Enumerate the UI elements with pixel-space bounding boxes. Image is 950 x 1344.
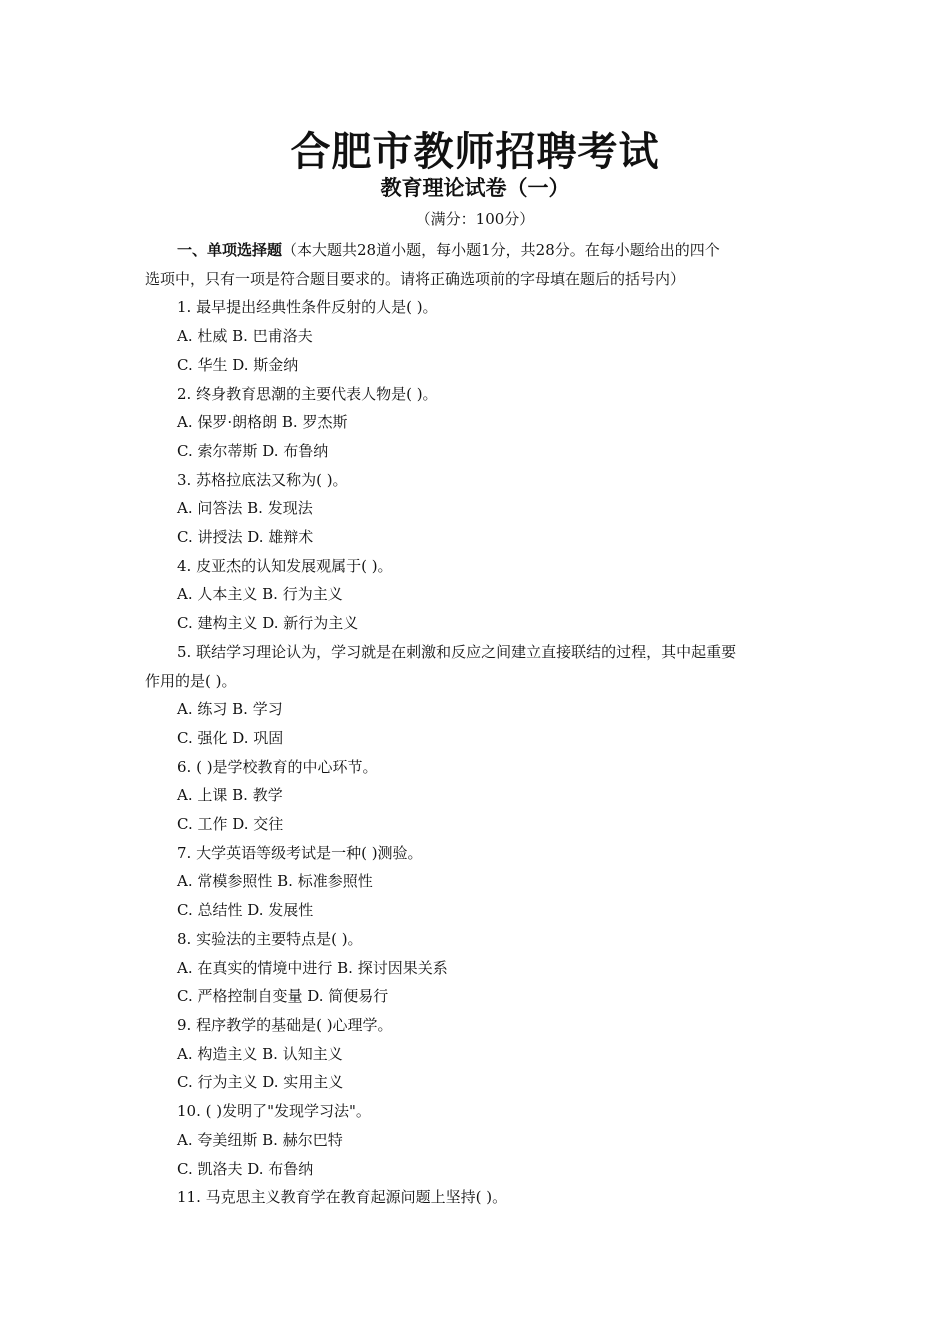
- question-stem: 10. ( )发明了"发现学习法"。: [177, 1102, 371, 1121]
- question-stem: 9. 程序教学的基础是( )心理学。: [177, 1015, 393, 1034]
- question-options: C. 总结性 D. 发展性: [177, 901, 314, 920]
- question-options: C. 行为主义 D. 实用主义: [177, 1073, 344, 1092]
- question-options: A. 人本主义 B. 行为主义: [177, 585, 343, 604]
- question-options: C. 讲授法 D. 雄辩术: [177, 528, 314, 547]
- question-options: C. 严格控制自变量 D. 简便易行: [177, 987, 389, 1006]
- question-options: A. 上课 B. 教学: [177, 786, 283, 805]
- question-stem: 1. 最早提出经典性条件反射的人是( )。: [177, 298, 438, 317]
- question-options: C. 建构主义 D. 新行为主义: [177, 614, 359, 633]
- exam-subtitle: 教育理论试卷（一）: [380, 176, 570, 200]
- question-options: C. 强化 D. 巩固: [177, 728, 284, 747]
- question-stem-continued: 作用的是( )。: [145, 671, 237, 690]
- question-stem: 2. 终身教育思潮的主要代表人物是( )。: [177, 384, 438, 403]
- question-options: A. 在真实的情境中进行 B. 探讨因果关系: [177, 958, 448, 977]
- instructions-line-2: 选项中，只有一项是符合题目要求的。请将正确选项前的字母填在题后的括号内）: [145, 269, 686, 288]
- question-options: C. 华生 D. 斯金纳: [177, 355, 299, 374]
- question-options: A. 问答法 B. 发现法: [177, 499, 313, 518]
- question-stem: 7. 大学英语等级考试是一种( )测验。: [177, 843, 423, 862]
- exam-content: [145, 236, 810, 1212]
- question-options: A. 常模参照性 B. 标准参照性: [177, 872, 373, 891]
- question-stem: 5. 联结学习理论认为，学习就是在刺激和反应之间建立直接联结的过程，其中起重要: [177, 642, 737, 661]
- score-note: （满分：100分）: [415, 210, 535, 228]
- question-options: C. 索尔蒂斯 D. 布鲁纳: [177, 441, 329, 460]
- section-heading: 一、单项选择题: [177, 241, 283, 259]
- question-stem: 8. 实验法的主要特点是( )。: [177, 929, 363, 948]
- section-instructions: [145, 236, 810, 265]
- question-options: C. 工作 D. 交往: [177, 815, 284, 834]
- question-stem: 6. ( )是学校教育的中心环节。: [177, 757, 378, 776]
- question-options: A. 夸美纽斯 B. 赫尔巴特: [177, 1130, 343, 1149]
- question-options: A. 杜威 B. 巴甫洛夫: [177, 327, 313, 346]
- question-stem: 4. 皮亚杰的认知发展观属于( )。: [177, 556, 393, 575]
- question-stem: 3. 苏格拉底法又称为( )。: [177, 470, 348, 489]
- question-options: C. 凯洛夫 D. 布鲁纳: [177, 1159, 314, 1178]
- question-options: A. 构造主义 B. 认知主义: [177, 1044, 343, 1063]
- instructions-line-1: （本大题共28道小题，每小题1分，共28分。在每小题给出的四个: [282, 241, 720, 259]
- question-options: A. 保罗·朗格朗 B. 罗杰斯: [177, 413, 348, 432]
- question-stem: 11. 马克思主义教育学在教育起源问题上坚持( )。: [177, 1188, 508, 1207]
- question-options: A. 练习 B. 学习: [177, 700, 283, 719]
- exam-title: 合肥市教师招聘考试: [290, 129, 660, 175]
